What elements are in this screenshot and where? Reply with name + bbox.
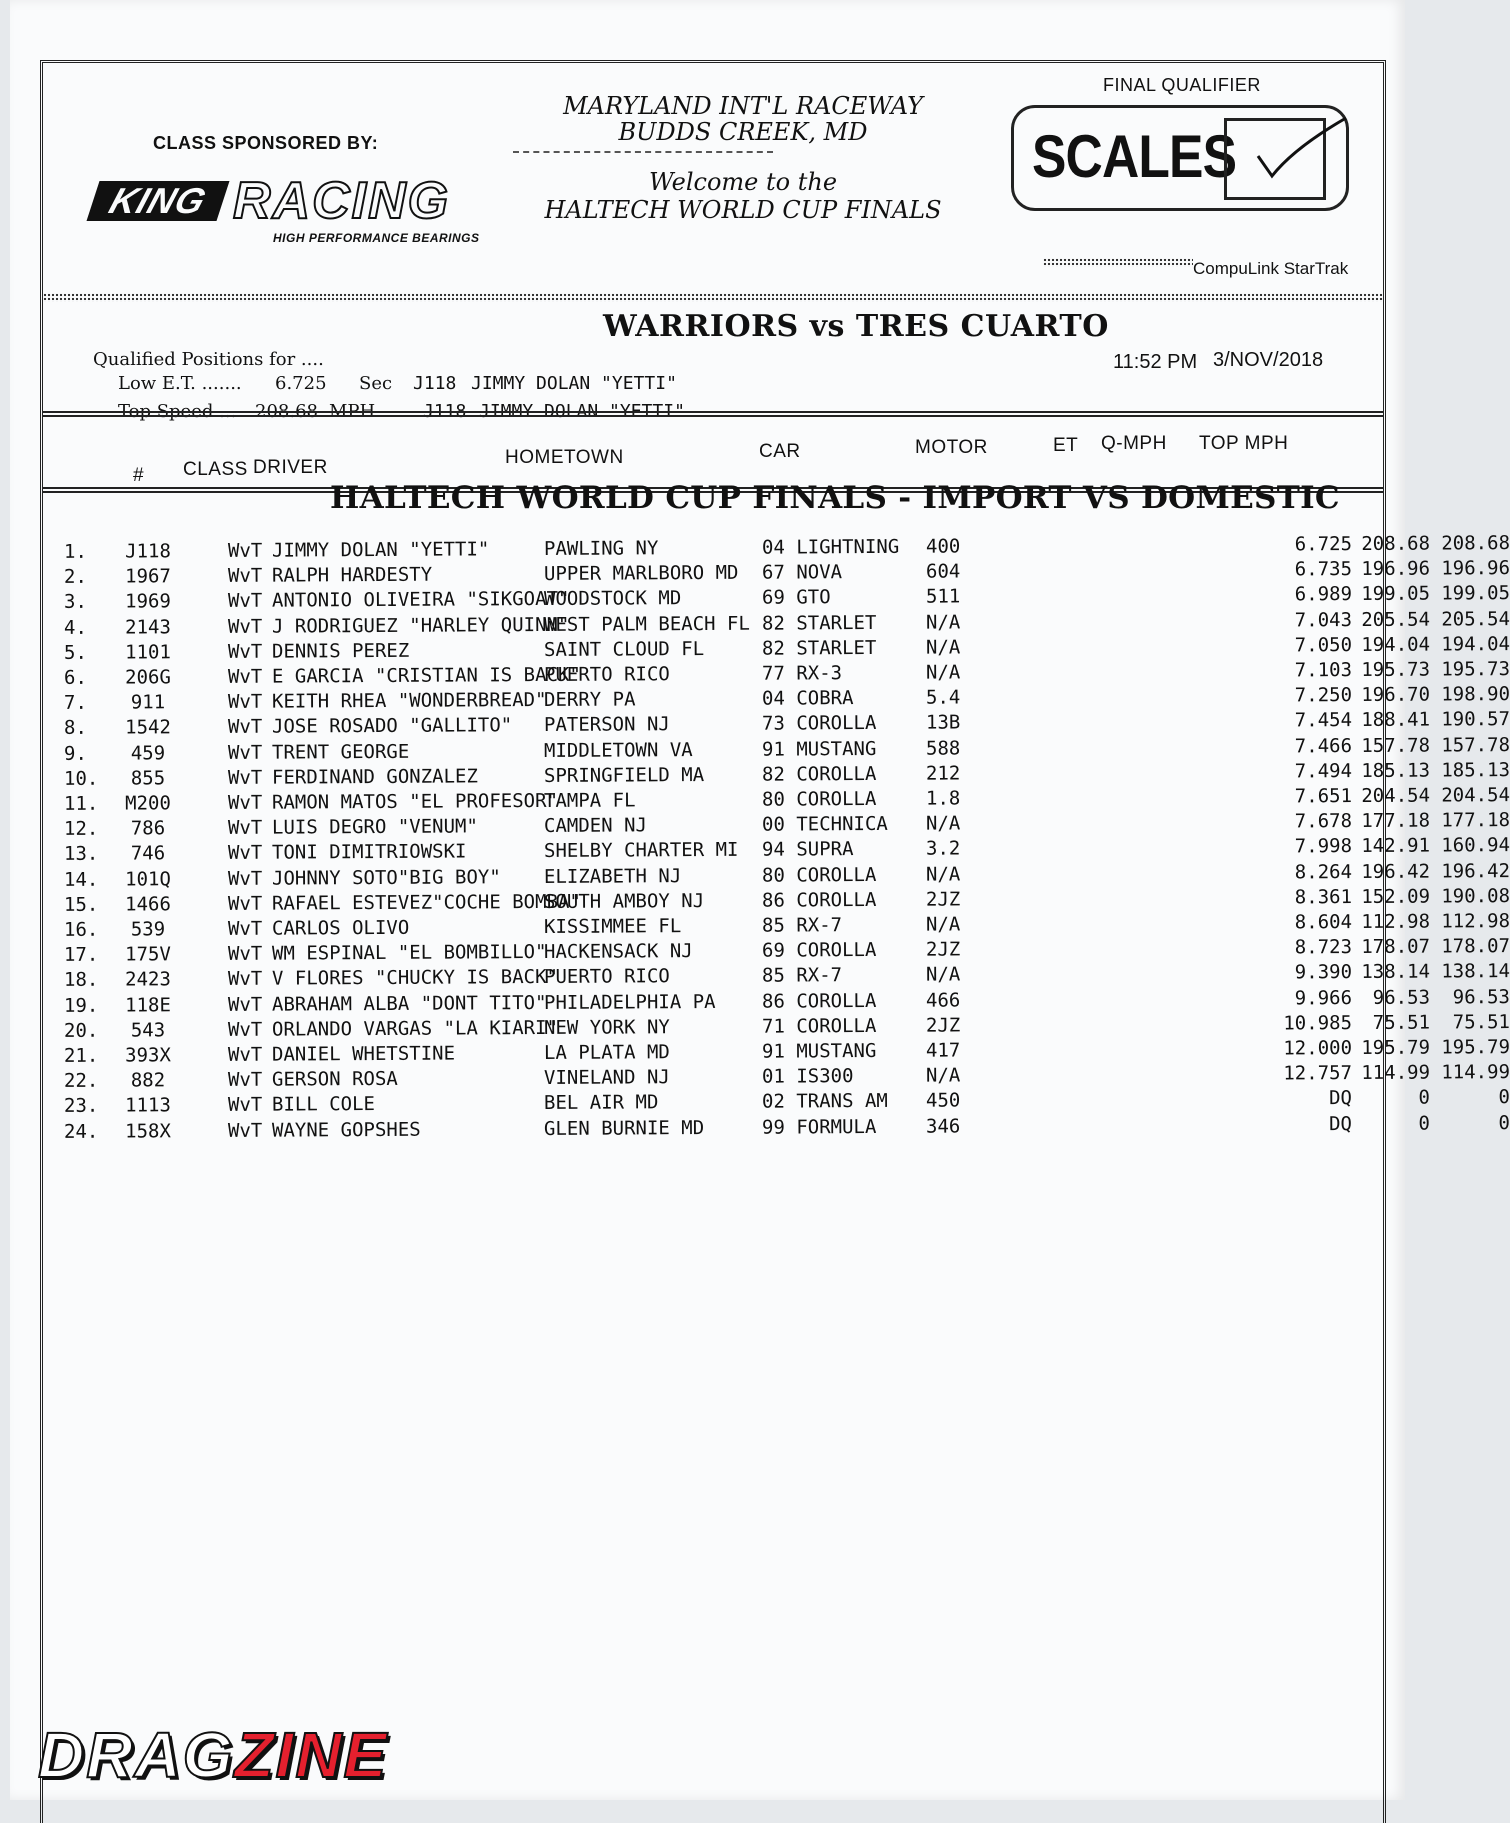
result-car-number: 2423: [125, 968, 171, 991]
result-motor: N/A: [925, 661, 961, 684]
result-top-mph: 75.51: [1452, 1010, 1510, 1034]
result-driver: KEITH RHEA "WONDERBREAD": [271, 689, 547, 713]
result-car-number: 543: [130, 1019, 166, 1042]
result-motor: 5.4: [925, 686, 961, 709]
result-motor: 400: [925, 535, 961, 558]
logo-racing-text: RACING: [233, 172, 451, 230]
top-speed-value: 208.68: [255, 401, 318, 422]
result-car: 85 RX-7: [761, 964, 843, 988]
result-car-number: 158X: [125, 1119, 171, 1143]
col-header-num: #: [133, 465, 145, 486]
result-class: WvT: [227, 842, 263, 865]
result-hometown: WEST PALM BEACH FL: [543, 612, 750, 636]
result-driver: JOSE ROSADO "GALLITO": [271, 714, 513, 739]
col-header-car: CAR: [759, 441, 801, 462]
result-class: WvT: [227, 1119, 263, 1142]
result-et: 7.050: [1294, 633, 1353, 657]
top-speed-car: J118: [423, 401, 467, 422]
result-position: 5.: [63, 641, 87, 664]
dragzine-part-2: ZINE: [234, 1719, 389, 1791]
result-car: 85 RX-7: [761, 914, 843, 937]
result-hometown: PAWLING NY: [543, 537, 659, 560]
result-position: 4.: [63, 616, 87, 639]
result-et: 12.757: [1283, 1062, 1353, 1085]
dragzine-part-1: DRAG: [38, 1719, 235, 1791]
result-hometown: DERRY PA: [543, 688, 636, 712]
result-driver: DANIEL WHETSTINE: [271, 1042, 456, 1066]
result-position: 14.: [63, 868, 99, 891]
result-car-number: 175V: [125, 943, 171, 966]
result-car: 04 COBRA: [761, 687, 854, 710]
result-qmph: 178.07: [1361, 935, 1431, 959]
result-motor: 450: [925, 1089, 961, 1113]
result-class: WvT: [227, 1094, 263, 1117]
result-et: 9.966: [1294, 986, 1353, 1009]
result-car-number: 118E: [125, 993, 171, 1017]
result-car: 86 COROLLA: [761, 888, 877, 912]
result-qmph: 196.70: [1361, 683, 1431, 707]
dragzine-watermark: [38, 1718, 388, 1792]
result-position: 22.: [63, 1069, 99, 1093]
result-position: 20.: [63, 1019, 99, 1042]
welcome-text: [513, 168, 973, 224]
result-car-number: 539: [130, 918, 166, 941]
result-et: 7.043: [1294, 608, 1353, 631]
logo-king-text: KING: [87, 181, 230, 221]
result-class: WvT: [227, 665, 263, 688]
result-motor: 511: [925, 585, 961, 609]
result-et: 7.454: [1294, 709, 1353, 732]
result-hometown: SHELBY CHARTER MI: [543, 839, 739, 863]
result-car: 99 FORMULA: [761, 1115, 877, 1139]
result-car: 04 LIGHTNING: [761, 535, 900, 559]
result-qmph: 195.73: [1361, 658, 1431, 681]
result-car-number: 786: [130, 817, 166, 840]
result-hometown: PUERTO RICO: [543, 965, 670, 989]
result-top-mph: 96.53: [1452, 985, 1510, 1009]
result-position: 15.: [63, 893, 99, 916]
final-qualifier-label: FINAL QUALIFIER: [1103, 75, 1261, 95]
result-class: WvT: [227, 993, 263, 1016]
result-car-number: 1542: [125, 716, 171, 739]
rule-top: [43, 411, 1383, 413]
result-car: 82 STARLET: [761, 611, 877, 635]
result-car-number: 1969: [125, 590, 171, 613]
result-top-mph: 196.96: [1441, 557, 1510, 580]
result-position: 23.: [63, 1095, 99, 1118]
col-header-et: ET: [1053, 435, 1079, 456]
result-top-mph: 190.08: [1441, 884, 1510, 908]
result-hometown: HACKENSACK NJ: [543, 940, 693, 964]
result-et: 6.735: [1294, 558, 1353, 581]
track-line-2: BUDDS CREEK, MD: [618, 118, 868, 146]
low-et-value: 6.725: [275, 373, 327, 394]
result-class: WvT: [227, 564, 263, 588]
result-car-number: M200: [125, 792, 171, 815]
result-top-mph: 112.98: [1441, 910, 1510, 933]
result-class: WvT: [227, 741, 263, 764]
result-class: WvT: [227, 917, 263, 940]
result-motor: 1.8: [925, 787, 961, 810]
result-car-number: 882: [130, 1069, 166, 1092]
top-speed-unit: MPH: [329, 401, 376, 422]
result-position: 10.: [63, 767, 99, 790]
result-top-mph: 205.54: [1441, 607, 1510, 631]
result-motor: 346: [925, 1115, 961, 1138]
result-car: 80 COROLLA: [761, 787, 877, 811]
result-position: 19.: [63, 994, 99, 1017]
result-position: 2.: [63, 565, 87, 589]
timing-brand: CompuLink StarTrak: [1193, 259, 1349, 278]
result-top-mph: 195.73: [1441, 658, 1510, 681]
result-driver: E GARCIA "CRISTIAN IS BACK": [271, 663, 581, 688]
result-car: 86 COROLLA: [761, 989, 877, 1013]
rule-top-2: [43, 415, 1383, 417]
matchup-section: [43, 303, 1383, 422]
result-driver: LUIS DEGRO "VENUM": [271, 815, 478, 839]
result-driver: ABRAHAM ALBA "DONT TITO": [271, 991, 547, 1016]
result-qmph: 185.13: [1361, 759, 1431, 782]
result-motor: N/A: [925, 636, 961, 659]
col-header-class: CLASS: [183, 459, 248, 480]
result-et: 7.651: [1294, 785, 1353, 808]
result-top-mph: 185.13: [1441, 758, 1510, 782]
result-driver: ORLANDO VARGAS "LA KIARI": [271, 1016, 559, 1041]
result-qmph: 0: [1418, 1086, 1431, 1110]
result-car: 91 MUSTANG: [761, 1039, 877, 1063]
result-class: WvT: [227, 690, 263, 714]
result-et: 8.361: [1294, 885, 1353, 909]
result-motor: N/A: [925, 1064, 961, 1087]
result-car: 94 SUPRA: [761, 838, 854, 862]
result-driver: TRENT GEORGE: [271, 740, 410, 764]
result-top-mph: 194.04: [1441, 632, 1510, 656]
result-position: 1.: [63, 540, 87, 563]
result-top-mph: 0: [1498, 1111, 1510, 1134]
result-et: 8.723: [1294, 936, 1353, 959]
result-car-number: 459: [130, 741, 166, 765]
result-driver: J RODRIGUEZ "HARLEY QUINN": [271, 613, 570, 638]
result-class: WvT: [227, 968, 263, 991]
result-hometown: SPRINGFIELD MA: [543, 763, 705, 787]
result-car-number: 2143: [125, 615, 171, 639]
result-motor: N/A: [925, 963, 961, 987]
result-motor: 3.2: [925, 837, 961, 861]
result-qmph: 208.68: [1361, 532, 1431, 555]
result-qmph: 188.41: [1361, 708, 1431, 732]
result-driver: JIMMY DOLAN "YETTI": [271, 538, 490, 562]
result-car-number: 393X: [125, 1044, 171, 1067]
result-class: WvT: [227, 892, 263, 915]
result-hometown: BEL AIR MD: [543, 1091, 659, 1115]
result-car-number: 1466: [125, 893, 171, 916]
result-position: 7.: [63, 691, 87, 715]
result-hometown: PUERTO RICO: [543, 663, 670, 686]
result-car: 71 COROLLA: [761, 1014, 877, 1038]
result-car-number: 855: [130, 767, 166, 790]
qualified-label: Qualified Positions for ....: [93, 349, 324, 370]
result-qmph: 75.51: [1372, 1011, 1431, 1034]
top-speed-driver: JIMMY DOLAN "YETTI": [479, 401, 685, 422]
result-et: 7.466: [1294, 734, 1353, 757]
result-driver: RAFAEL ESTEVEZ"COCHE BOMBA": [271, 890, 581, 915]
result-position: 6.: [63, 666, 87, 689]
result-hometown: LA PLATA MD: [543, 1041, 670, 1064]
result-position: 9.: [63, 742, 87, 765]
result-class: WvT: [227, 766, 263, 789]
result-position: 16.: [63, 918, 99, 941]
dotted-bar-short: [1043, 258, 1193, 267]
result-top-mph: 160.94: [1441, 834, 1510, 857]
result-car-number: 746: [130, 842, 166, 865]
event-title: HALTECH WORLD CUP FINALS - IMPORT VS DOMESTIC: [330, 480, 1340, 516]
sponsor-label: CLASS SPONSORED BY:: [153, 133, 379, 153]
result-car: 91 MUSTANG: [761, 737, 877, 761]
track-line-1: MARYLAND INT'L RACEWAY: [563, 92, 923, 120]
result-et: 8.604: [1294, 911, 1353, 934]
result-top-mph: 138.14: [1441, 960, 1510, 983]
low-et-label: Low E.T. .......: [118, 373, 242, 394]
result-class: WvT: [227, 716, 263, 739]
result-class: WvT: [227, 1043, 263, 1066]
result-qmph: 194.04: [1361, 633, 1431, 656]
result-car-number: 1113: [125, 1094, 171, 1117]
result-et: 7.250: [1294, 684, 1353, 707]
low-et-unit: Sec: [359, 373, 393, 394]
result-et: 10.985: [1283, 1011, 1353, 1035]
result-car: 01 IS300: [761, 1065, 854, 1088]
result-hometown: CAMDEN NJ: [543, 814, 648, 838]
result-car-number: 911: [130, 691, 166, 714]
result-et: DQ: [1329, 1112, 1353, 1135]
dashed-divider: [513, 151, 773, 153]
result-et: 6.725: [1294, 533, 1353, 556]
result-class: WvT: [227, 1068, 263, 1092]
result-qmph: 96.53: [1372, 986, 1431, 1009]
col-header-driver: DRIVER: [253, 457, 328, 478]
result-driver: WAYNE GOPSHES: [271, 1118, 421, 1142]
result-et: 7.998: [1294, 835, 1353, 858]
result-top-mph: 198.90: [1441, 683, 1510, 706]
result-qmph: 199.05: [1361, 582, 1431, 606]
result-motor: N/A: [925, 863, 961, 886]
result-hometown: PHILADELPHIA PA: [543, 990, 716, 1014]
result-hometown: NEW YORK NY: [543, 1016, 670, 1039]
result-class: WvT: [227, 791, 263, 814]
low-et-car: J118: [413, 373, 457, 394]
result-et: 7.678: [1294, 810, 1353, 833]
result-et: 7.103: [1294, 659, 1353, 682]
result-qmph: 177.18: [1361, 809, 1431, 833]
result-position: 11.: [63, 792, 99, 815]
result-motor: 2JZ: [925, 888, 961, 911]
result-qmph: 142.91: [1361, 834, 1431, 858]
result-driver: DENNIS PEREZ: [271, 639, 410, 663]
result-hometown: UPPER MARLBORO MD: [543, 561, 739, 586]
result-top-mph: 204.54: [1441, 784, 1510, 807]
result-motor: 13B: [925, 711, 961, 735]
result-driver: V FLORES "CHUCKY IS BACK": [271, 966, 559, 991]
result-hometown: VINELAND NJ: [543, 1066, 670, 1090]
result-class: WvT: [227, 539, 263, 562]
result-qmph: 152.09: [1361, 885, 1431, 908]
dotted-bar-full: [43, 293, 1383, 302]
result-motor: 417: [925, 1039, 961, 1062]
matchup-title: WARRIORS vs TRES CUARTO: [603, 309, 1109, 344]
top-speed-label: Top Speed ...: [118, 401, 237, 422]
result-top-mph: 195.79: [1441, 1036, 1510, 1059]
result-car: 67 NOVA: [761, 561, 843, 584]
result-hometown: SAINT CLOUD FL: [543, 637, 705, 661]
result-top-mph: 196.42: [1441, 859, 1510, 883]
welcome-line-2: HALTECH WORLD CUP FINALS: [544, 196, 942, 224]
result-car: 82 STARLET: [761, 636, 877, 660]
low-et-driver: JIMMY DOLAN "YETTI": [471, 373, 677, 394]
result-driver: BILL COLE: [271, 1093, 376, 1117]
result-motor: 2JZ: [925, 938, 961, 961]
result-car-number: 1967: [125, 565, 171, 588]
result-qmph: 196.42: [1361, 860, 1431, 883]
king-racing-logo: [88, 173, 498, 263]
result-car: 02 TRANS AM: [761, 1090, 888, 1114]
result-qmph: 205.54: [1361, 608, 1431, 631]
result-motor: N/A: [925, 913, 961, 936]
result-position: 3.: [63, 591, 87, 614]
result-hometown: TAMPA FL: [543, 789, 636, 812]
result-hometown: GLEN BURNIE MD: [543, 1116, 705, 1140]
checkmark-icon: [1254, 108, 1350, 188]
result-top-mph: 199.05: [1441, 582, 1510, 605]
result-driver: JOHNNY SOTO"BIG BOY": [271, 865, 501, 890]
result-qmph: 138.14: [1361, 960, 1431, 984]
result-driver: FERDINAND GONZALEZ: [271, 765, 478, 789]
result-motor: 604: [925, 560, 961, 583]
result-top-mph: 114.99: [1441, 1061, 1510, 1084]
result-hometown: KISSIMMEE FL: [543, 915, 682, 938]
result-hometown: WOODSTOCK MD: [543, 587, 682, 611]
result-hometown: SOUTH AMBOY NJ: [543, 889, 705, 913]
result-driver: RALPH HARDESTY: [271, 563, 433, 587]
result-qmph: 112.98: [1361, 910, 1431, 933]
result-motor: 2JZ: [925, 1014, 961, 1037]
result-position: 21.: [63, 1044, 99, 1067]
result-car: 82 COROLLA: [761, 762, 877, 786]
result-class: WvT: [227, 590, 263, 613]
result-car: 80 COROLLA: [761, 863, 877, 887]
result-driver: WM ESPINAL "EL BOMBILLO": [271, 941, 547, 965]
welcome-line-1: Welcome to the: [648, 168, 838, 196]
report-date: 3/NOV/2018: [1213, 349, 1324, 371]
result-car-number: 101Q: [125, 867, 171, 891]
result-et: 9.390: [1294, 961, 1353, 984]
result-car: 00 TECHNICA: [761, 813, 888, 836]
result-qmph: 0: [1418, 1112, 1431, 1135]
result-driver: RAMON MATOS "EL PROFESOR": [271, 789, 559, 814]
result-qmph: 204.54: [1361, 784, 1431, 807]
result-car-number: 206G: [125, 666, 171, 689]
scales-text: SCALES: [1032, 123, 1237, 190]
result-et: 8.264: [1294, 860, 1353, 883]
result-top-mph: 157.78: [1441, 733, 1510, 757]
result-et: 6.989: [1294, 583, 1353, 606]
result-hometown: ELIZABETH NJ: [543, 864, 682, 888]
result-hometown: PATERSON NJ: [543, 713, 670, 737]
result-car: 77 RX-3: [761, 662, 843, 685]
result-qmph: 114.99: [1361, 1061, 1431, 1085]
track-name: [513, 93, 973, 145]
result-position: 18.: [63, 969, 99, 992]
result-position: 8.: [63, 717, 87, 740]
result-position: 17.: [63, 943, 99, 967]
result-top-mph: 177.18: [1441, 809, 1510, 832]
result-top-mph: 208.68: [1441, 532, 1510, 555]
result-car: 69 COROLLA: [761, 939, 877, 962]
result-motor: 212: [925, 762, 961, 785]
col-header-hometown: HOMETOWN: [505, 447, 624, 468]
sheet-header: [43, 63, 1383, 303]
result-qmph: 157.78: [1361, 734, 1431, 757]
result-driver: CARLOS OLIVO: [271, 916, 410, 940]
result-class: WvT: [227, 615, 263, 638]
result-motor: N/A: [925, 812, 961, 835]
col-header-topmph: TOP MPH: [1199, 433, 1289, 454]
result-driver: GERSON ROSA: [271, 1068, 398, 1091]
scales-stamp: [1011, 105, 1349, 211]
report-time: 11:52 PM: [1113, 351, 1198, 373]
result-top-mph: 178.07: [1441, 935, 1510, 958]
result-position: 13.: [63, 843, 99, 866]
result-hometown: MIDDLETOWN VA: [543, 738, 693, 762]
results-sheet: [10, 0, 1510, 1800]
result-et: 7.494: [1294, 759, 1353, 783]
result-class: WvT: [227, 942, 263, 966]
col-header-qmph: Q-MPH: [1101, 433, 1167, 454]
result-et: 12.000: [1283, 1037, 1353, 1060]
result-class: WvT: [227, 867, 263, 890]
result-motor: N/A: [925, 611, 961, 634]
result-class: WvT: [227, 816, 263, 840]
result-et: DQ: [1329, 1087, 1353, 1110]
result-top-mph: 190.57: [1441, 708, 1510, 731]
logo-tagline: HIGH PERFORMANCE BEARINGS: [273, 231, 480, 245]
result-qmph: 195.79: [1361, 1036, 1431, 1059]
result-car-number: 1101: [125, 641, 171, 664]
result-class: WvT: [227, 640, 263, 663]
col-header-motor: MOTOR: [915, 437, 988, 458]
low-et-row: [118, 373, 288, 394]
result-car: 73 COROLLA: [761, 712, 877, 736]
result-qmph: 196.96: [1361, 557, 1431, 581]
result-class: WvT: [227, 1018, 263, 1041]
result-position: 24.: [63, 1120, 99, 1143]
result-driver: ANTONIO OLIVEIRA "SIKGOAT": [271, 588, 570, 613]
result-motor: 466: [925, 989, 961, 1012]
result-driver: TONI DIMITRIOWSKI: [271, 840, 467, 865]
result-car-number: J118: [125, 540, 171, 563]
result-car: 69 GTO: [761, 586, 831, 610]
result-motor: 588: [925, 737, 961, 760]
result-top-mph: 0: [1498, 1086, 1510, 1109]
result-position: 12.: [63, 817, 99, 841]
